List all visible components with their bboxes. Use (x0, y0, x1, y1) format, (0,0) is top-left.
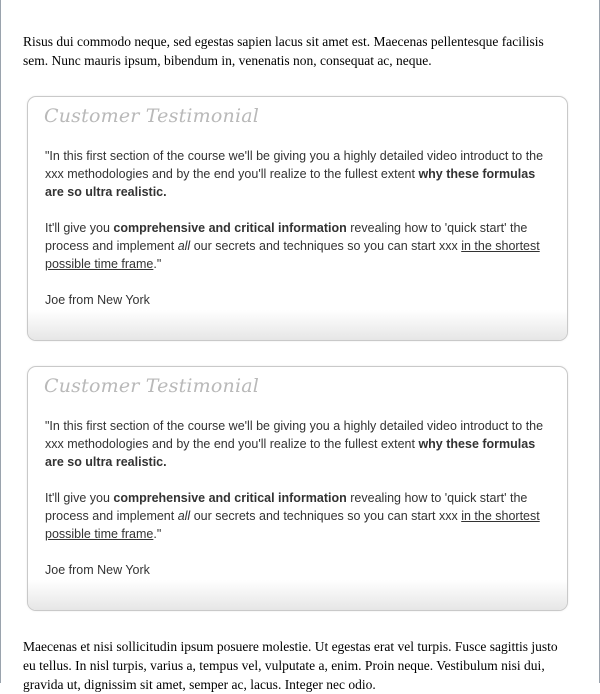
testimonial-quote-paragraph (45, 219, 550, 273)
quote-text: ." (153, 257, 162, 271)
testimonial-author: Joe from New York (45, 293, 150, 307)
quote-text: revealing how to 'quick start' the process and implement (45, 491, 528, 523)
testimonial-quote-paragraph (45, 489, 550, 543)
quote-emphasis: why these formulas are so ultra realistic. (45, 167, 536, 199)
testimonial-body (45, 147, 550, 309)
testimonial-card (27, 96, 568, 341)
testimonial-quote-paragraph (45, 147, 550, 201)
quote-emphasis: comprehensive and critical information (113, 491, 347, 505)
intro-paragraph: Risus dui commodo neque, sed egestas sapien lacus sit amet est. Maecenas pellentesque facilisis sem. Nunc mauris ipsum, bibendum in, venenatis non, consequat ac, neque. (23, 34, 544, 68)
quote-emphasis: comprehensive and critical information (113, 221, 347, 235)
quote-emphasis: why these formulas are so ultra realistic. (45, 437, 536, 469)
quote-text: "In this first section of the course we'll be giving you a highly detailed video introduct to the xxx methodologies and by the end you'll realize to the fullest extent (45, 149, 544, 181)
quote-text: "In this first section of the course we'll be giving you a highly detailed video introduct to the xxx methodologies and by the end you'll realize to the fullest extent (45, 419, 544, 451)
outro-paragraph: Maecenas et nisi sollicitudin ipsum posuere molestie. Ut egestas erat vel turpis. Fusce sagittis justo eu tellus. In nisl turpis, varius a, tempus vel, vulputate a, enim. Proin neque. Vestibulum nisi dui, gravida ut, dignissim sit amet, semper ac, lacus. Integer nec odio. (23, 639, 558, 692)
quote-text: our secrets and techniques so you can start xxx (190, 509, 462, 523)
quote-text: It'll give you (45, 221, 114, 235)
testimonial-title: Customer Testimonial (44, 375, 260, 397)
quote-italic: all (177, 509, 191, 523)
quote-underline: in the shortest possible time frame (45, 509, 540, 541)
quote-text: ." (153, 527, 162, 541)
quote-italic: all (177, 239, 191, 253)
testimonial-body (45, 417, 550, 579)
testimonial-card (27, 366, 568, 611)
testimonial-title: Customer Testimonial (44, 105, 260, 127)
quote-text: our secrets and techniques so you can start xxx (190, 239, 462, 253)
testimonial-quote-paragraph (45, 417, 550, 471)
quote-underline: in the shortest possible time frame (45, 239, 540, 271)
testimonial-author: Joe from New York (45, 563, 150, 577)
quote-text: revealing how to 'quick start' the process and implement (45, 221, 528, 253)
quote-text: It'll give you (45, 491, 114, 505)
